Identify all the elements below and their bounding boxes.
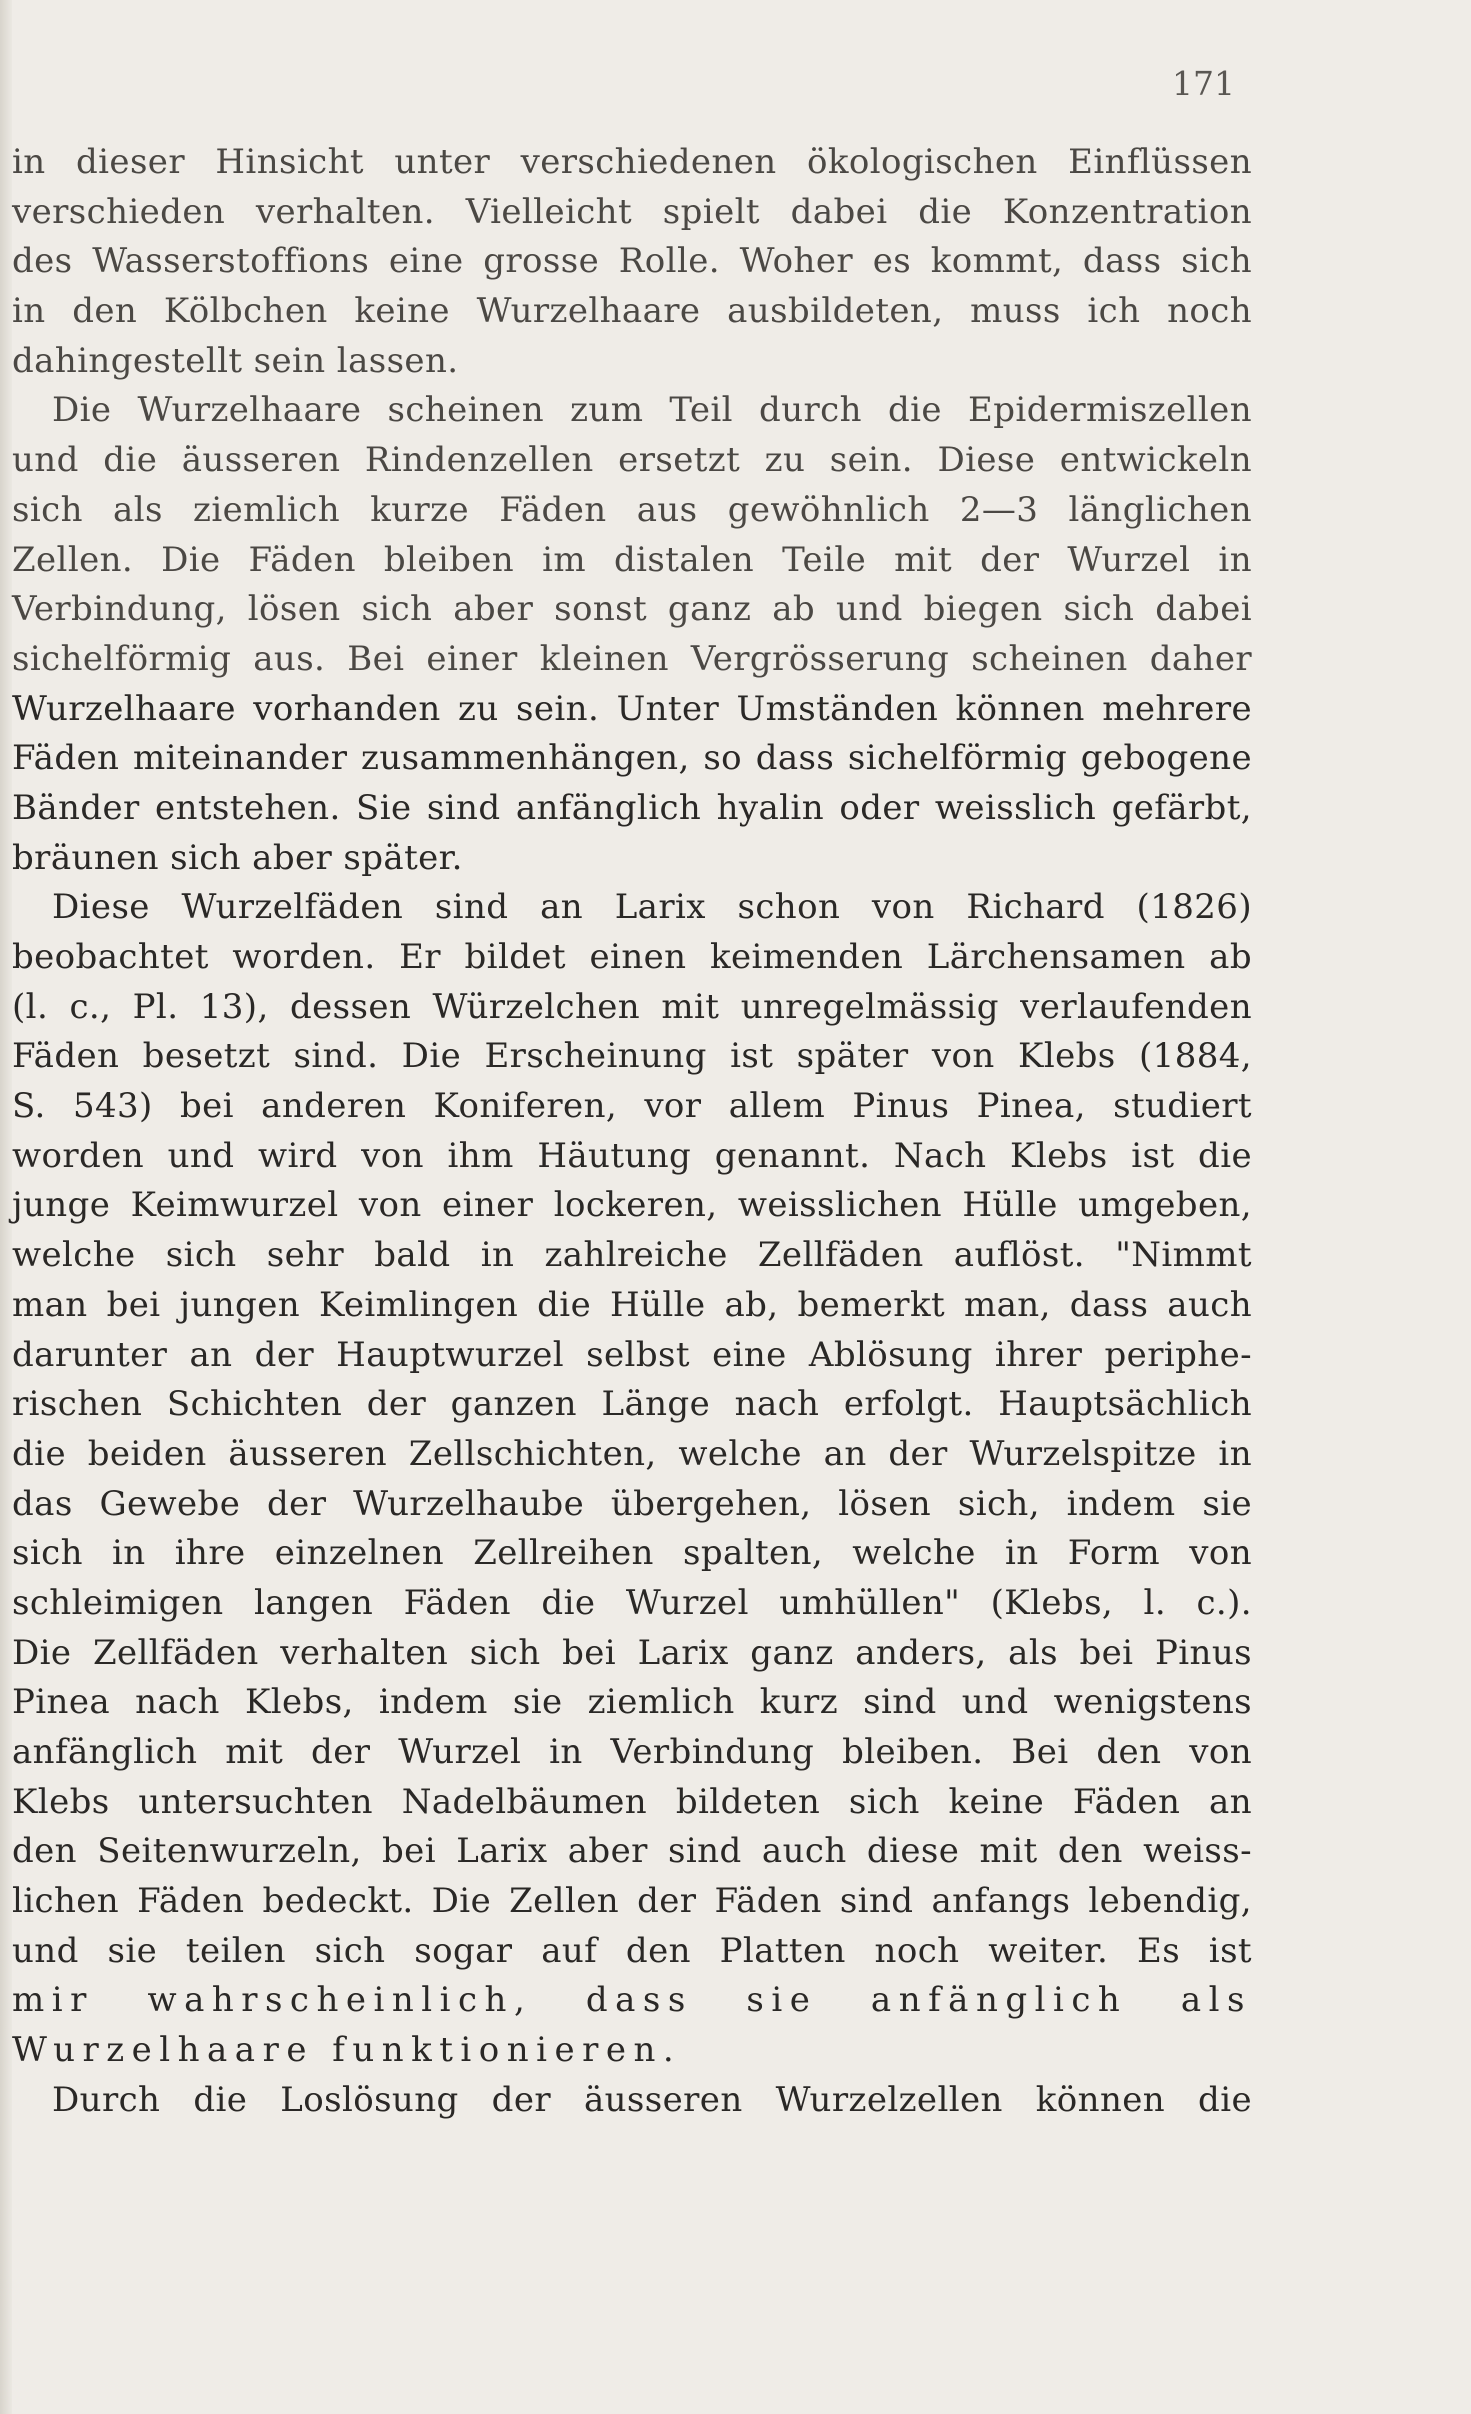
text-line: des Wasserstoffions eine grosse Rolle. Woher es kommt, dass sich [12, 241, 1252, 282]
text-line: sichelförmig aus. Bei einer kleinen Vergrösserung scheinen daher [12, 638, 1252, 679]
text-line: Fäden besetzt sind. Die Erscheinung ist später von Klebs (1884, [12, 1036, 1252, 1077]
text-line: und sie teilen sich sogar auf den Platten noch weiter. Es ist [12, 1930, 1252, 1971]
text-line: verschieden verhalten. Vielleicht spielt dabei die Konzentration [12, 191, 1252, 232]
text-line: rischen Schichten der ganzen Länge nach erfolgt. Hauptsächlich [12, 1384, 1252, 1425]
text-line: S. 543) bei anderen Koniferen, vor allem Pinus Pinea, studiert [12, 1086, 1252, 1127]
text-line: Klebs untersuchten Nadelbäumen bildeten sich keine Fäden an [12, 1781, 1252, 1822]
text-line: Durch die Loslösung der äusseren Wurzelzellen können die [52, 2079, 1252, 2120]
text-line: Fäden miteinander zusammenhängen, so dass sichelförmig gebogene [12, 738, 1252, 779]
text-line: dahingestellt sein lassen. [12, 340, 459, 381]
text-line: Die Zellfäden verhalten sich bei Larix ganz anders, als bei Pinus [12, 1632, 1252, 1673]
text-line: worden und wird von ihm Häutung genannt. Nach Klebs ist die [12, 1135, 1252, 1176]
text-line: das Gewebe der Wurzelhaube übergehen, lösen sich, indem sie [12, 1483, 1252, 1524]
text-line: sich als ziemlich kurze Fäden aus gewöhnlich 2—3 länglichen [12, 489, 1252, 530]
text-line: Die Wurzelhaare scheinen zum Teil durch die Epidermiszellen [52, 390, 1252, 431]
text-line: Bänder entstehen. Sie sind anfänglich hyalin oder weisslich gefärbt, [12, 787, 1252, 828]
text-line: Pinea nach Klebs, indem sie ziemlich kurz sind und wenigstens [12, 1682, 1252, 1723]
text-line: den Seitenwurzeln, bei Larix aber sind auch diese mit den weiss- [12, 1831, 1252, 1872]
text-line: Verbindung, lösen sich aber sonst ganz ab und biegen sich dabei [12, 589, 1252, 630]
text-line: sich in ihre einzelnen Zellreihen spalten, welche in Form von [12, 1533, 1252, 1574]
page-number: 171 [1172, 64, 1235, 103]
text-line: bräunen sich aber später. [12, 837, 463, 878]
text-line: die beiden äusseren Zellschichten, welche an der Wurzelspitze in [12, 1433, 1252, 1474]
body-text [12, 138, 1252, 2126]
text-line: darunter an der Hauptwurzel selbst eine Ablösung ihrer periphe- [12, 1334, 1252, 1375]
text-line: in den Kölbchen keine Wurzelhaare ausbildeten, muss ich noch [12, 291, 1252, 332]
text-line: Wurzelhaare funktionieren. [12, 2030, 682, 2071]
text-line: mir wahrscheinlich, dass sie anfänglich als [12, 1980, 1252, 2021]
text-line: Zellen. Die Fäden bleiben im distalen Teile mit der Wurzel in [12, 539, 1252, 580]
page-binding-edge [0, 0, 12, 2414]
text-line: beobachtet worden. Er bildet einen keimenden Lärchensamen ab [12, 937, 1252, 977]
text-line: Diese Wurzelfäden sind an Larix schon von Richard (1826) [52, 887, 1252, 928]
text-line: junge Keimwurzel von einer lockeren, weisslichen Hülle umgeben, [12, 1185, 1252, 1226]
text-line: Wurzelhaare vorhanden zu sein. Unter Umständen können mehrere [12, 688, 1252, 729]
text-line: (l. c., Pl. 13), dessen Würzelchen mit unregelmässig verlaufenden [12, 986, 1252, 1027]
text-line: lichen Fäden bedeckt. Die Zellen der Fäden sind anfangs lebendig, [12, 1881, 1252, 1922]
text-line: anfänglich mit der Wurzel in Verbindung bleiben. Bei den von [12, 1732, 1252, 1772]
text-line: in dieser Hinsicht unter verschiedenen ökologischen Einflüssen [12, 142, 1252, 182]
text-line: man bei jungen Keimlingen die Hülle ab, bemerkt man, dass auch [12, 1284, 1252, 1325]
text-line: und die äusseren Rindenzellen ersetzt zu sein. Diese entwickeln [12, 440, 1252, 481]
text-line: welche sich sehr bald in zahlreiche Zellfäden auflöst. "Nimmt [12, 1235, 1252, 1276]
text-line: schleimigen langen Fäden die Wurzel umhüllen" (Klebs, l. c.). [12, 1582, 1252, 1623]
